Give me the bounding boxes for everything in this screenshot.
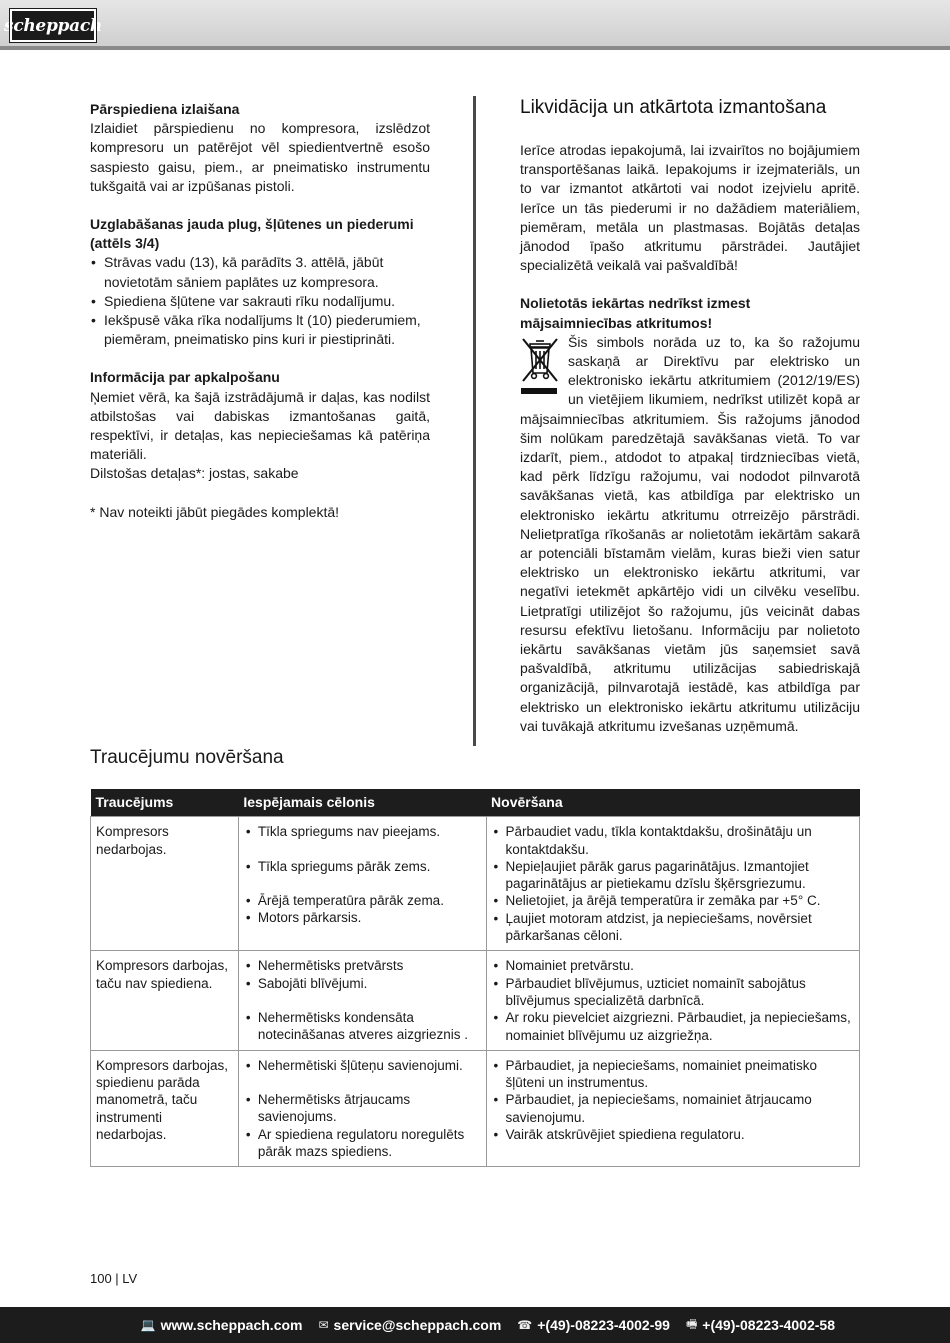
mail-icon: ✉: [318, 1318, 329, 1332]
computer-icon: 💻: [140, 1318, 156, 1332]
fix-cell: [486, 951, 859, 1050]
list-item: • Nepieļaujiet pārāk garus pagarinātājus. Izmantojiet pagarinātājus ar pietiekamu dzīslu šķērsgriezumu.: [492, 858, 854, 893]
column-divider: [473, 96, 476, 746]
list-item: • Nehermētisks kondensāta notecināšanas atveres aizgrieznis .: [244, 1009, 481, 1044]
bullet-list: [90, 253, 430, 349]
fix-cell: [486, 1050, 859, 1166]
list-item: • Ar spiediena regulatoru noregulēts pārāk mazs spiediens.: [244, 1126, 481, 1161]
list-item: • Sabojāti blīvējumi.: [244, 975, 481, 992]
warning-heading: Nolietotās iekārtas nedrīkst izmest mājsaimniecības atkritumos!: [520, 295, 751, 331]
footer-fax: [686, 1315, 835, 1336]
brand-logo: scheppach: [10, 9, 96, 42]
footer-phone: [517, 1317, 670, 1333]
footnote: * Nav noteikti jābūt piegādes komplektā!: [90, 503, 340, 520]
list-item: • Nehermētiski šļūteņu savienojumi.: [244, 1057, 481, 1074]
list-item: • Ļaujiet motoram atdzist, ja nepieciešams, novērsiet pārkaršanas cēloni.: [492, 910, 854, 945]
list-item: • Ar roku pievelciet aizgriezni. Pārbaudiet, ja nepieciešams, nomainiet blīvējumu uz aizgriežņa.: [492, 1009, 854, 1044]
list-item: • Pārbaudiet blīvējumus, uzticiet nomainīt sabojātus blīvējumus specializētā darbnīcā.: [492, 975, 854, 1010]
list-item: • Motors pārkarsis.: [244, 909, 481, 926]
list-item: • Nehermētisks pretvārsts: [244, 957, 481, 974]
troubleshooting-title: Traucējumu novēršana: [90, 747, 284, 768]
section-title: Informācija par apkalpošanu: [90, 369, 280, 386]
phone-icon: ☎: [517, 1318, 533, 1332]
fault-cell: Kompresors darbojas, taču nav spiediena.: [91, 951, 239, 1050]
list-item: • Tīkla spriegums nav pieejams.: [244, 823, 481, 840]
table-row: [91, 817, 860, 951]
fax-icon: 🖷: [685, 1316, 698, 1331]
list-item: • Ārējā temperatūra pārāk zema.: [244, 892, 481, 909]
paragraph: Ņemiet vērā, ka šajā izstrādājumā ir daļas, kas nodilst atbilstošas vai dabiskas izmantošanas gaitā, respektīvi, ir detaļas, kas nepieciešamas kā patēriņa materiāli.: [90, 388, 430, 463]
page-number: 100 | LV: [90, 1271, 138, 1286]
email-link[interactable]: service@scheppach.com: [333, 1317, 502, 1333]
fix-cell: [486, 817, 859, 951]
list-item: • Vairāk atskrūvējiet spiediena regulatoru.: [492, 1126, 854, 1143]
list-item: • Spiediena šļūtene var sakrauti rīku nodalījumu.: [90, 292, 430, 311]
table-row: [91, 951, 860, 1050]
section-title: Uzglabāšanas jauda plug, šļūtenes un piederumi (attēls 3/4): [90, 216, 414, 252]
weee-bin-icon: [520, 335, 560, 397]
paragraph: Izlaidiet pārspiedienu no kompresora, izslēdzot kompresoru un patērējot vēl spiedientvertnē esošo saspiesto gaisu, piem., ar pneimatisko instrumentu tukšgaitā vai ar izpūšanas pistoli.: [90, 120, 430, 194]
list-item: • Iekšpusē vāka rīka nodalījums lt (10) piederumiem, piemēram, pneimatisko pins kuri ir piestiprināti.: [90, 311, 430, 349]
fault-cell: Kompresors nedarbojas.: [91, 817, 239, 951]
paragraph: Šis simbols norāda uz to, ka šo ražojumu saskaņā ar Direktīvu par elektrisko un elektronisko iekārtu atkritumiem (2012/19/ES) un vietējiem likumiem, nedrīkst utilizēt kopā ar mājsaimniecības atkritumiem. Šis ražojums jānodod šim nolūkam paredzētajā savākšanas vietā. To var izdarīt, piem., atdodot to atpakaļ tirdzniecības vietā, kad pērk līdzīgu ražojumu, vai nododot pilnvarotā savākšanas vietā, kas atbildīga par elektrisko un elektronisko iekārtu atkritumu otrreizējo pārstrādi. Nelietpratīga rīkošanās ar nolietotām iekārtām sakarā ar potenciāli bīstamām vielām, kuras bieži vien satur elektrisko un elektronisko iekārtu atkritumi, var negatīvi ietekmēt apkārtējo vidi un cilvēku veselību. Lietpratīgi utilizējot šo ražojumu, jūs veicināt dabas resursu efektīvu lietošanu. Informāciju par nolietoto iekārtu savākšanas vietām jūs saņemsiet savā pašvaldībā, atkritumu utilizācijas sabiedriskajā organizācijā, pilnvarotajā iestādē, kas atbildīga par elektrisko un elektronisko iekārtu atkritumu utilizāciju vai tuvākajā atkritumu izvešanas uzņēmumā.: [520, 333, 860, 734]
list-item: • Pārbaudiet, ja nepieciešams, nomainiet ātrjaucamo savienojumu.: [492, 1091, 854, 1126]
phone-number: +(49)-08223-4002-99: [537, 1317, 670, 1333]
paragraph: Ierīce atrodas iepakojumā, lai izvairītos no bojājumiem transportēšanas laikā. Iepakojums ir izejmateriāls, un to var izmantot atkārtoti vai nodot izejvielu apritē. Ierīce un tās piederumi ir no dažādiem materiāliem, piemēram, metāla un plastmasas. Bojātās detaļas jānodod īpašo atkritumu pārstrādei. Jautājiet specializētā veikalā vai pašvaldībā!: [520, 142, 860, 274]
section-heading: Likvidācija un atkārtota izmantošana: [520, 97, 827, 118]
section-title: Pārspiediena izlaišana: [90, 101, 240, 117]
column-header: Iespējamais cēlonis: [238, 789, 486, 817]
header-bar: [0, 0, 950, 50]
list-item: • Tīkla spriegums pārāk zems.: [244, 858, 481, 875]
footer-email[interactable]: [318, 1317, 501, 1333]
fault-cell: Kompresors darbojas, spiedienu parāda manometrā, taču instrumenti nedarbojas.: [91, 1050, 239, 1166]
footer-website[interactable]: [141, 1317, 303, 1333]
column-header: Traucējums: [91, 789, 239, 817]
cause-cell: [238, 951, 486, 1050]
fax-number: +(49)-08223-4002-58: [702, 1317, 835, 1333]
column-header: Novēršana: [486, 789, 859, 817]
table-header-row: [91, 789, 860, 817]
table-row: [91, 1050, 860, 1166]
list-item: • Strāvas vadu (13), kā parādīts 3. attēlā, jābūt novietotām sāniem paplātes uz kompresora.: [90, 253, 430, 291]
left-column: [90, 100, 430, 522]
cause-cell: [238, 1050, 486, 1166]
footer-bar: [0, 1307, 950, 1343]
list-item: • Pārbaudiet, ja nepieciešams, nomainiet pneimatisko šļūteni un instrumentus.: [492, 1057, 854, 1092]
list-item: • Nelietojiet, ja ārējā temperatūra ir zemāka par +5° C.: [492, 892, 854, 909]
cause-cell: [238, 817, 486, 951]
paragraph: Dilstošas detaļas*: jostas, sakabe: [90, 465, 299, 482]
list-item: • Nomainiet pretvārstu.: [492, 957, 854, 974]
list-item: • Pārbaudiet vadu, tīkla kontaktdakšu, drošinātāju un kontaktdakšu.: [492, 823, 854, 858]
website-link[interactable]: www.scheppach.com: [160, 1317, 303, 1333]
troubleshooting-table: [90, 789, 860, 1167]
list-item: • Nehermētisks ātrjaucams savienojums.: [244, 1091, 481, 1126]
right-column: [520, 96, 860, 736]
